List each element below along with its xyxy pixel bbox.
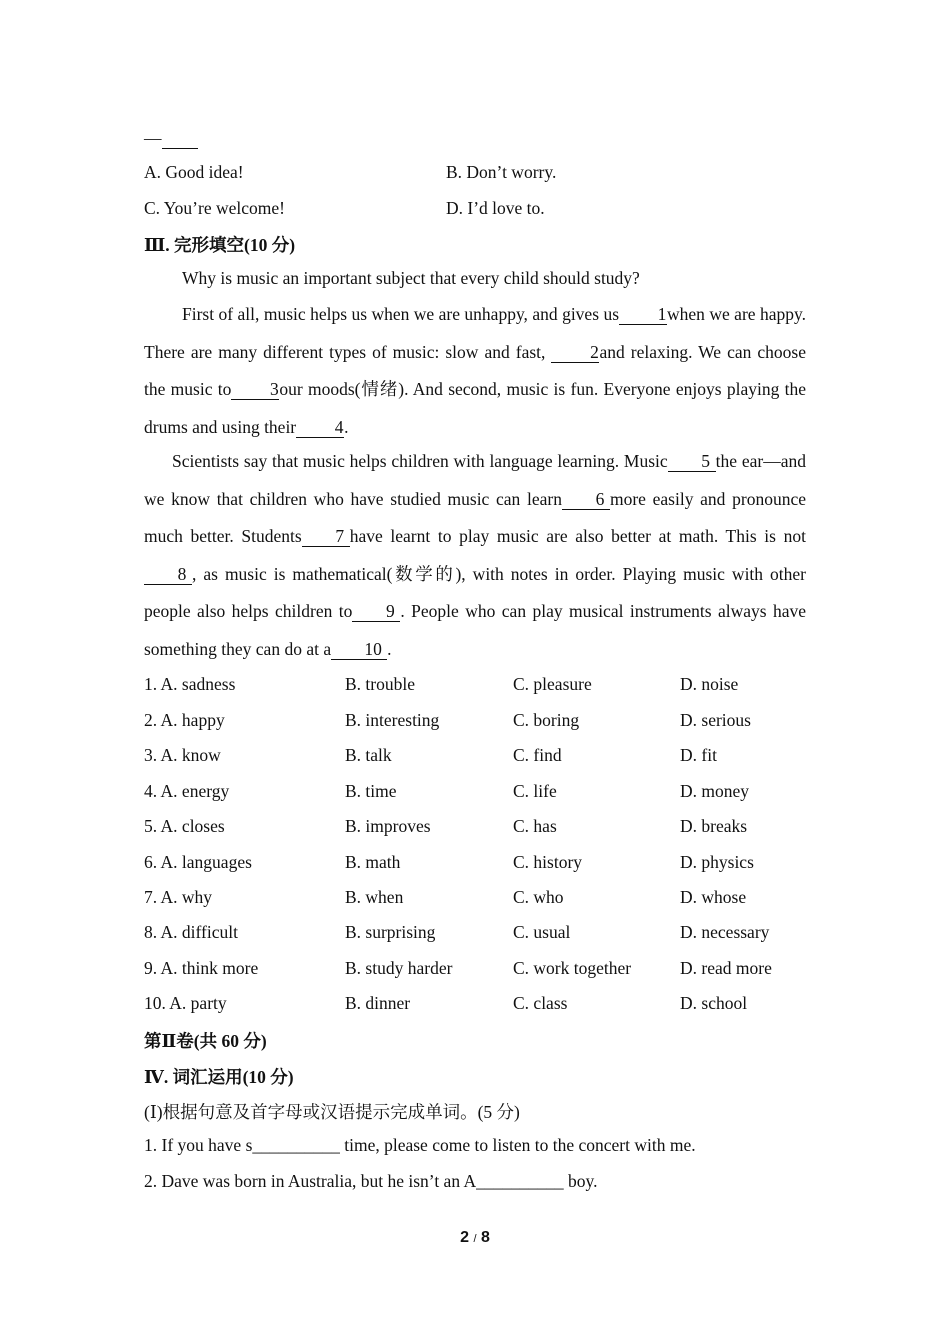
q7-option-a: 7. A. why — [144, 887, 213, 907]
prev-options-row-2 — [144, 198, 806, 222]
page-slash: / — [473, 1233, 477, 1245]
q2-option-b: B. interesting — [345, 710, 440, 730]
p2-text-7: . — [387, 638, 392, 659]
blank-5: 5 — [668, 451, 716, 472]
blank-1: 1 — [619, 304, 667, 325]
q2-option-d: D. serious — [680, 710, 751, 730]
p1-text-4: our moods(情绪). And second, music is fun. Everyone enjoys playing the drums and using their — [144, 379, 806, 437]
blank-6: 6 — [562, 489, 610, 510]
q5-option-a: 5. A. closes — [144, 816, 225, 836]
blank-3: 3 — [231, 379, 279, 400]
q6-option-a: 6. A. languages — [144, 852, 252, 872]
q5-option-d: D. breaks — [680, 816, 748, 836]
page-total: 8 — [480, 1229, 490, 1246]
blank-8: 8 — [144, 564, 192, 585]
q3-option-a: 3. A. know — [144, 745, 221, 765]
passage-paragraph-1 — [144, 296, 806, 446]
question-3-options — [144, 745, 806, 769]
question-8-options — [144, 922, 806, 946]
passage-title-line: Why is music an important subject that every child should study? — [182, 268, 640, 288]
blank-2: 2 — [551, 342, 599, 363]
q8-option-a: 8. A. difficult — [144, 922, 238, 942]
q4-option-d: D. money — [680, 781, 750, 801]
q10-option-c: C. class — [513, 993, 568, 1013]
q1-option-c: C. pleasure — [513, 674, 592, 694]
section4-subheading: (Ⅰ)根据句意及首字母或汉语提示完成单词。(5 分) — [144, 1102, 520, 1122]
blank-9: 9 — [352, 601, 400, 622]
blank-7: 7 — [302, 526, 350, 547]
q4-option-a: 4. A. energy — [144, 781, 230, 801]
section3-heading: Ⅲ. 完形填空(10 分) — [144, 235, 296, 255]
q1-option-d: D. noise — [680, 674, 739, 694]
blank-4: 4 — [296, 417, 344, 438]
question-6-options — [144, 852, 806, 876]
question-2-options — [144, 710, 806, 734]
prev-option-a: A. Good idea! — [144, 162, 244, 182]
q5-option-b: B. improves — [345, 816, 431, 836]
q6-option-c: C. history — [513, 852, 583, 872]
q2-option-c: C. boring — [513, 710, 580, 730]
answer-blank — [162, 128, 198, 149]
q4-option-c: C. life — [513, 781, 557, 801]
q3-option-b: B. talk — [345, 745, 392, 765]
prev-options-row-1 — [144, 162, 806, 186]
answer-dash: — — [144, 128, 162, 148]
p2-text-3: more easily and pronounce much better. Students — [144, 488, 806, 546]
question-10-options — [144, 993, 806, 1017]
q9-option-b: B. study harder — [345, 958, 453, 978]
q9-option-a: 9. A. think more — [144, 958, 259, 978]
prev-option-c: C. You’re welcome! — [144, 198, 285, 218]
q10-option-b: B. dinner — [345, 993, 411, 1013]
vocab-question-2: 2. Dave was born in Australia, but he isn’t an A__________ boy. — [144, 1171, 598, 1191]
q4-option-b: B. time — [345, 781, 397, 801]
section4-heading: Ⅳ. 词汇运用(10 分) — [144, 1067, 294, 1087]
p2-text-4: have learnt to play music are also better at math. This is not — [349, 526, 806, 546]
page-number — [0, 1229, 950, 1247]
q3-option-c: C. find — [513, 745, 562, 765]
p2-text-5: , as music is mathematical(数学的), with notes in order. Playing music with other people also helps children to — [144, 563, 806, 621]
q10-option-d: D. school — [680, 993, 748, 1013]
page-current: 2 — [460, 1229, 470, 1246]
p1-text-1: First of all, music helps us when we are unhappy, and gives us — [182, 304, 619, 324]
answer-dash-line — [144, 128, 198, 149]
prev-option-d: D. I’d love to. — [446, 198, 545, 218]
q7-option-c: C. who — [513, 887, 564, 907]
vocab-question-1: 1. If you have s__________ time, please come to listen to the concert with me. — [144, 1135, 696, 1155]
q8-option-b: B. surprising — [345, 922, 436, 942]
q7-option-d: D. whose — [680, 887, 747, 907]
q3-option-d: D. fit — [680, 745, 717, 765]
question-4-options — [144, 781, 806, 805]
q8-option-d: D. necessary — [680, 922, 770, 942]
p2-text-2: the ear—and we know that children who have studied music can learn — [144, 451, 806, 509]
q5-option-c: C. has — [513, 816, 557, 836]
q1-option-a: 1. A. sadness — [144, 674, 236, 694]
q2-option-a: 2. A. happy — [144, 710, 225, 730]
p2-text-1: Scientists say that music helps children with language learning. Music — [172, 451, 668, 471]
blank-10: 10 — [331, 639, 387, 660]
question-7-options — [144, 887, 806, 911]
q6-option-b: B. math — [345, 852, 401, 872]
q10-option-a: 10. A. party — [144, 993, 227, 1013]
p1-text-2: when we are happy. There are many different types of music: slow and fast, — [144, 304, 806, 362]
q6-option-d: D. physics — [680, 852, 754, 872]
question-1-options — [144, 674, 806, 698]
q8-option-c: C. usual — [513, 922, 571, 942]
question-9-options — [144, 958, 806, 982]
q9-option-d: D. read more — [680, 958, 772, 978]
q9-option-c: C. work together — [513, 958, 632, 978]
prev-option-b: B. Don’t worry. — [446, 162, 557, 182]
passage-paragraph-2 — [144, 443, 806, 668]
q1-option-b: B. trouble — [345, 674, 415, 694]
question-5-options — [144, 816, 806, 840]
part2-heading: 第Ⅱ卷(共 60 分) — [144, 1031, 267, 1051]
q7-option-b: B. when — [345, 887, 404, 907]
p2-text-6: . People who can play musical instruments always have something they can do at a — [144, 601, 806, 659]
p1-text-3: and relaxing. We can choose the music to — [144, 341, 806, 399]
p1-text-5: . — [344, 416, 349, 437]
